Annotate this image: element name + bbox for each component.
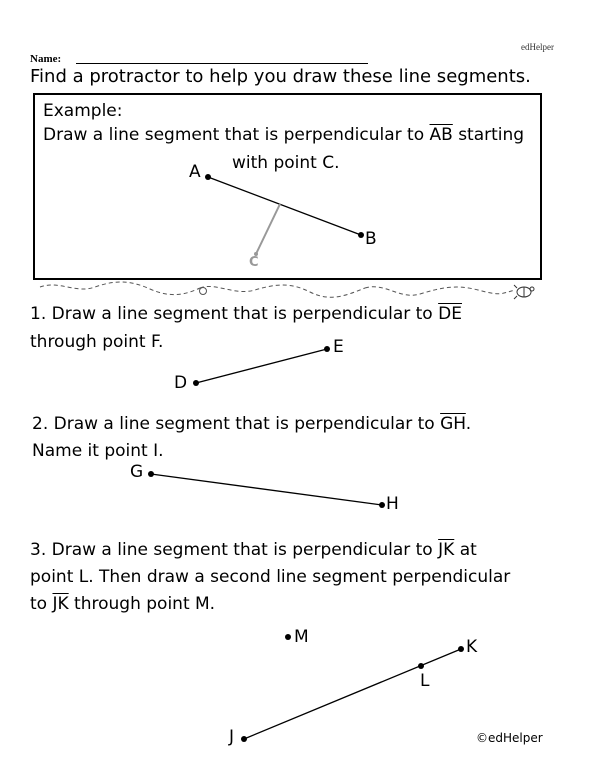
point-k-dot [458,646,464,652]
example-title: Example: [43,101,123,121]
point-d-label: D [174,373,188,393]
question-2-line-2: Name it point I. [32,441,164,461]
point-k-label: K [466,637,478,657]
example-instruction-line-1: Draw a line segment that is perpendicular to $\overline{AB}$ starting [43,125,525,145]
ladybug-icon [514,285,534,299]
point-j-label: J [229,727,235,747]
brand-label: edHelper [521,42,554,52]
point-g-dot [148,471,154,477]
point-e-dot [324,346,330,352]
page-instructions: Find a protractor to help you draw these line segments. [30,66,531,87]
copyright-label: ©edHelper [476,731,543,745]
question-1-line-2: through point F. [30,332,164,352]
name-label: Name: [30,53,62,65]
point-h-dot [379,502,385,508]
squiggle-icon [200,288,207,295]
point-l-dot [418,663,424,669]
point-c-label: C [249,255,259,270]
example-perpendicular-segment [256,204,280,254]
segment-gh [151,474,382,505]
point-m-dot [285,634,291,640]
point-h-label: H [386,494,399,514]
question-3-line-2: point L. Then draw a second line segment perpendicular [30,567,511,587]
question-1-line-1: 1. Draw a line segment that is perpendicular to $\overline{DE}$ [30,304,462,324]
wavy-divider [40,282,515,297]
point-b-dot [358,232,364,238]
segment-jk [244,649,461,739]
example-segment-ab [208,177,361,235]
point-l-label: L [420,671,430,691]
segment-de [196,349,327,383]
question-3-line-1: 3. Draw a line segment that is perpendicular to $\overline{JK}$ at [30,540,477,560]
question-3-line-3: to $\overline{JK}$ through point M. [30,594,216,614]
point-e-label: E [333,337,344,357]
example-instruction-line-2: with point C. [232,153,340,173]
point-d-dot [193,380,199,386]
point-m-label: M [294,627,309,647]
point-a-label: A [189,162,201,182]
point-j-dot [241,736,247,742]
question-2-line-1: 2. Draw a line segment that is perpendicular to $\overline{GH}$. [32,414,472,434]
point-a-dot [205,174,211,180]
point-g-label: G [130,462,144,482]
point-b-label: B [365,229,377,249]
